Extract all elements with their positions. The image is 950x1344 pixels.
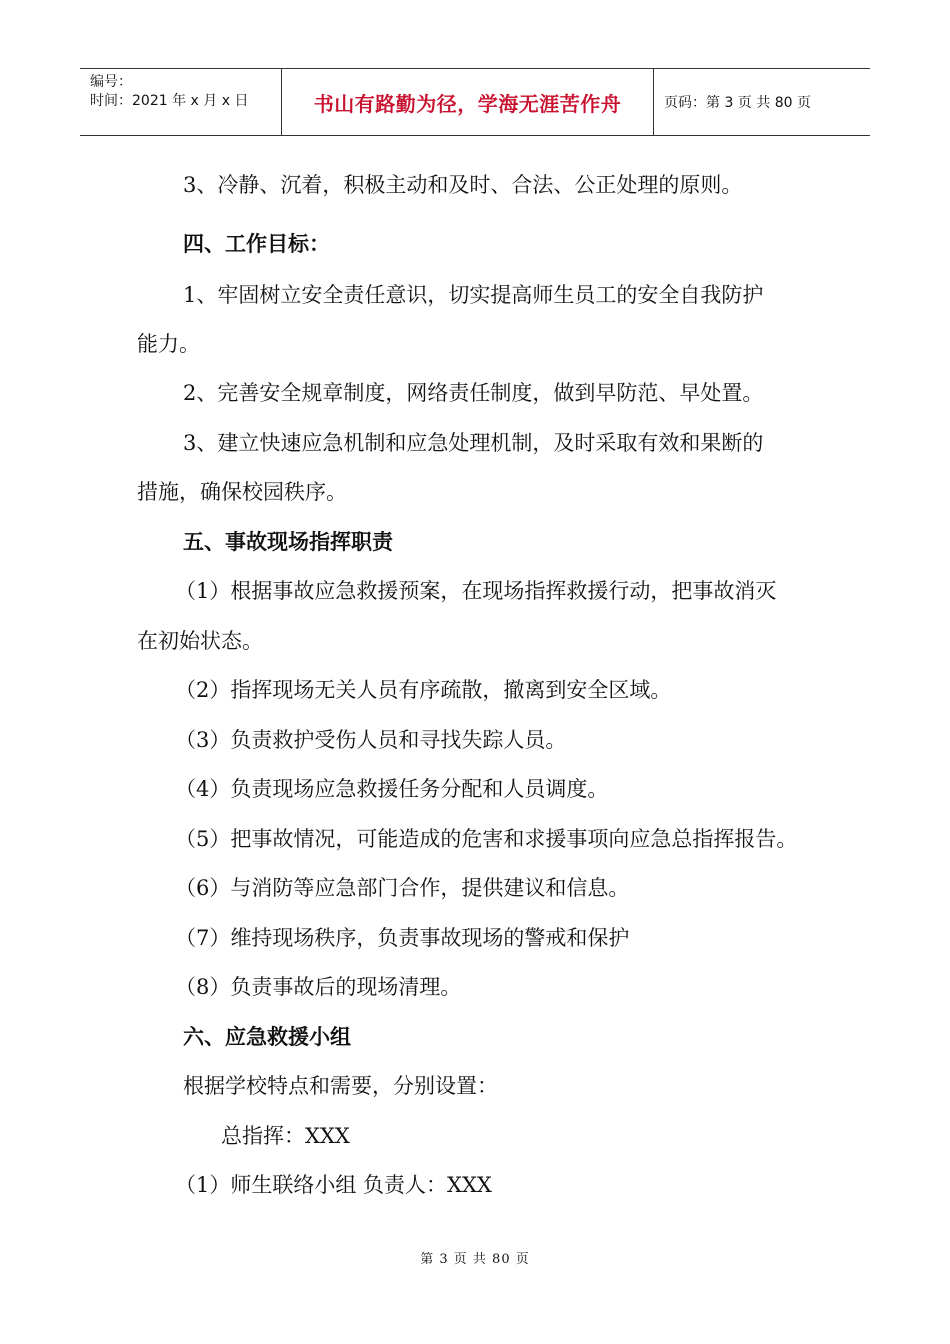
- duty-8: （8）负责事故后的现场清理。: [175, 975, 462, 999]
- team-1-line: （1）师生联络小组 负责人：XXX: [175, 1173, 492, 1197]
- header-meta-cell: [80, 69, 282, 135]
- duty-1-line-2: 在初始状态。: [137, 629, 263, 653]
- duty-4: （4）负责现场应急救援任务分配和人员调度。: [175, 777, 609, 801]
- page-footer: 第 3 页 共 80 页: [420, 1252, 530, 1267]
- duty-3: （3）负责救护受伤人员和寻找失踪人员。: [175, 728, 567, 752]
- section-heading-5: 五、事故现场指挥职责: [183, 530, 393, 554]
- team-intro: 根据学校特点和需要，分别设置：: [183, 1074, 498, 1098]
- serial-number-label: 编号：: [90, 74, 132, 90]
- section-heading-4: 四、工作目标：: [183, 232, 330, 256]
- document-header: [80, 68, 870, 136]
- header-page-info: 页码：第 3 页 共 80 页: [664, 95, 811, 111]
- duty-7: （7）维持现场秩序，负责事故现场的警戒和保护: [175, 926, 630, 950]
- duty-2: （2）指挥现场无关人员有序疏散，撤离到安全区域。: [175, 678, 672, 702]
- duty-1-line-1: （1）根据事故应急救援预案，在现场指挥救援行动，把事故消灭: [175, 579, 777, 603]
- goal-3-line-1: 3、建立快速应急机制和应急处理机制，及时采取有效和果断的: [183, 431, 764, 455]
- commander-line: 总指挥：XXX: [221, 1124, 350, 1148]
- date-label: 时间：2021 年 x 月 x 日: [90, 93, 249, 109]
- goal-1-line-1: 1、牢固树立安全责任意识，切实提高师生员工的安全自我防护: [183, 283, 764, 307]
- principle-3: 3、冷静、沉着，积极主动和及时、合法、公正处理的原则。: [183, 173, 743, 197]
- duty-6: （6）与消防等应急部门合作，提供建议和信息。: [175, 876, 630, 900]
- goal-2: 2、完善安全规章制度，网络责任制度，做到早防范、早处置。: [183, 381, 764, 405]
- goal-1-line-2: 能力。: [137, 332, 200, 356]
- goal-3-line-2: 措施，确保校园秩序。: [137, 480, 347, 504]
- section-heading-6: 六、应急救援小组: [183, 1025, 351, 1049]
- duty-5: （5）把事故情况，可能造成的危害和求援事项向应急总指挥报告。: [175, 827, 798, 851]
- header-motto: 书山有路勤为径，学海无涯苦作舟: [282, 69, 654, 135]
